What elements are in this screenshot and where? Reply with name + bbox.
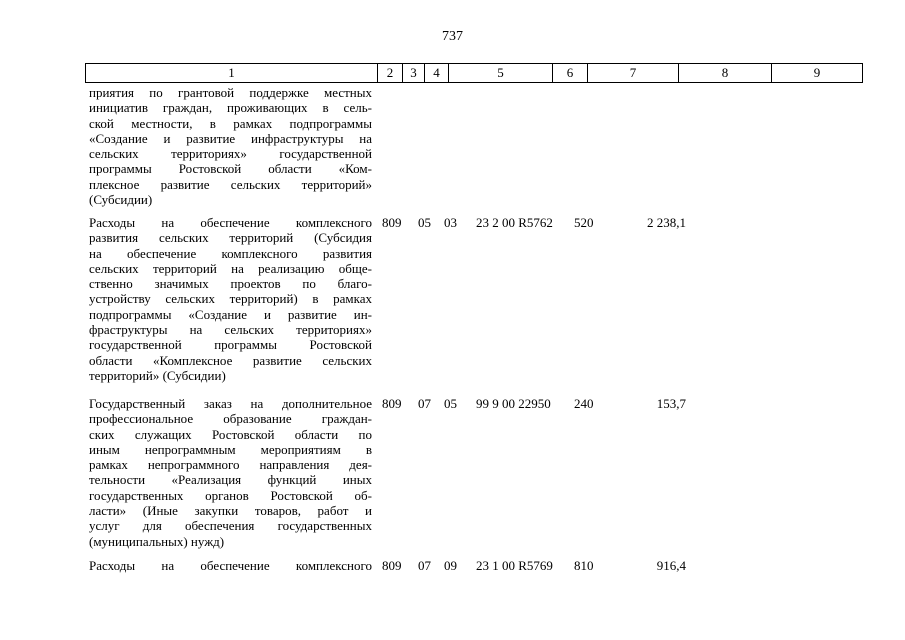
description-line: подпрограммы «Создание и развитие ин- [89, 306, 372, 322]
cell-section: 07 [418, 558, 431, 573]
cell-subsection: 03 [444, 215, 457, 230]
description-line: приятия по грантовой поддержке местных [89, 85, 372, 100]
description-line: сельских территорий на реализацию обще- [89, 260, 372, 276]
description-line: сельских территориях» государственной [89, 146, 372, 162]
row-description [89, 215, 372, 383]
header-col-2: 2 [377, 64, 402, 82]
description-line: Государственный заказ на дополнительное [89, 396, 372, 411]
cell-expense-type: 520 [574, 215, 594, 230]
description-line: области «Комплексное развитие сельских [89, 352, 372, 368]
table-header [85, 63, 863, 83]
cell-target-article: 23 2 00 R5762 [476, 215, 553, 230]
cell-expense-type: 810 [574, 558, 594, 573]
description-line: тельности «Реализация функций иных [89, 472, 372, 488]
cell-gov-code: 809 [382, 558, 402, 573]
cell-target-article: 99 9 00 22950 [476, 396, 551, 411]
cell-subsection: 05 [444, 396, 457, 411]
cell-amount: 153,7 [656, 396, 686, 411]
description-line: услуг для обеспечения государственных [89, 518, 372, 534]
description-line: «Создание и развитие инфраструктуры на [89, 130, 372, 146]
header-col-3: 3 [402, 64, 424, 82]
description-line: территорий» (Субсидии) [89, 367, 226, 383]
header-col-4: 4 [424, 64, 448, 82]
description-line: программы Ростовской области «Ком- [89, 161, 372, 177]
row-description [89, 558, 372, 573]
description-line: ственно значимых проектов по благо- [89, 276, 372, 292]
header-col-6: 6 [552, 64, 587, 82]
cell-section: 07 [418, 396, 431, 411]
description-line: на обеспечение комплексного развития [89, 245, 372, 261]
description-line: фраструктуры на сельских территориях» [89, 322, 372, 338]
description-line: (муниципальных) нужд) [89, 533, 225, 549]
cell-section: 05 [418, 215, 431, 230]
description-line: ласти» (Иные закупки товаров, работ и [89, 503, 372, 519]
page-number: 737 [442, 29, 463, 44]
row-description [89, 396, 372, 549]
row-description [89, 85, 372, 207]
description-line: государственной программы Ростовской [89, 337, 372, 353]
description-line: ских служащих Ростовской области по [89, 426, 372, 442]
description-line: плексное развитие сельских территорий» [89, 176, 372, 192]
header-col-9: 9 [771, 64, 862, 82]
description-line: устройству сельских территорий) в рамках [89, 291, 372, 307]
description-line: иным непрограммным мероприятиям в [89, 441, 372, 457]
cell-amount: 2 238,1 [647, 215, 686, 230]
header-col-5: 5 [448, 64, 552, 82]
header-col-7: 7 [587, 64, 678, 82]
cell-expense-type: 240 [574, 396, 594, 411]
cell-amount: 916,4 [656, 558, 686, 573]
description-line: ской местности, в рамках подпрограммы [89, 115, 372, 131]
description-line: Расходы на обеспечение комплексного [89, 558, 372, 573]
cell-gov-code: 809 [382, 215, 402, 230]
description-line: (Субсидии) [89, 192, 153, 208]
cell-gov-code: 809 [382, 396, 402, 411]
header-col-1: 1 [228, 65, 235, 80]
description-line: инициатив граждан, проживающих в сель- [89, 100, 372, 116]
cell-target-article: 23 1 00 R5769 [476, 558, 553, 573]
description-line: Расходы на обеспечение комплексного [89, 215, 372, 230]
description-line: развития сельских территорий (Субсидия [89, 230, 372, 246]
description-line: профессиональное образование граждан- [89, 411, 372, 427]
description-line: государственных органов Ростовской об- [89, 487, 372, 503]
cell-subsection: 09 [444, 558, 457, 573]
header-col-8: 8 [678, 64, 771, 82]
description-line: рамках непрограммного направления дея- [89, 457, 372, 473]
